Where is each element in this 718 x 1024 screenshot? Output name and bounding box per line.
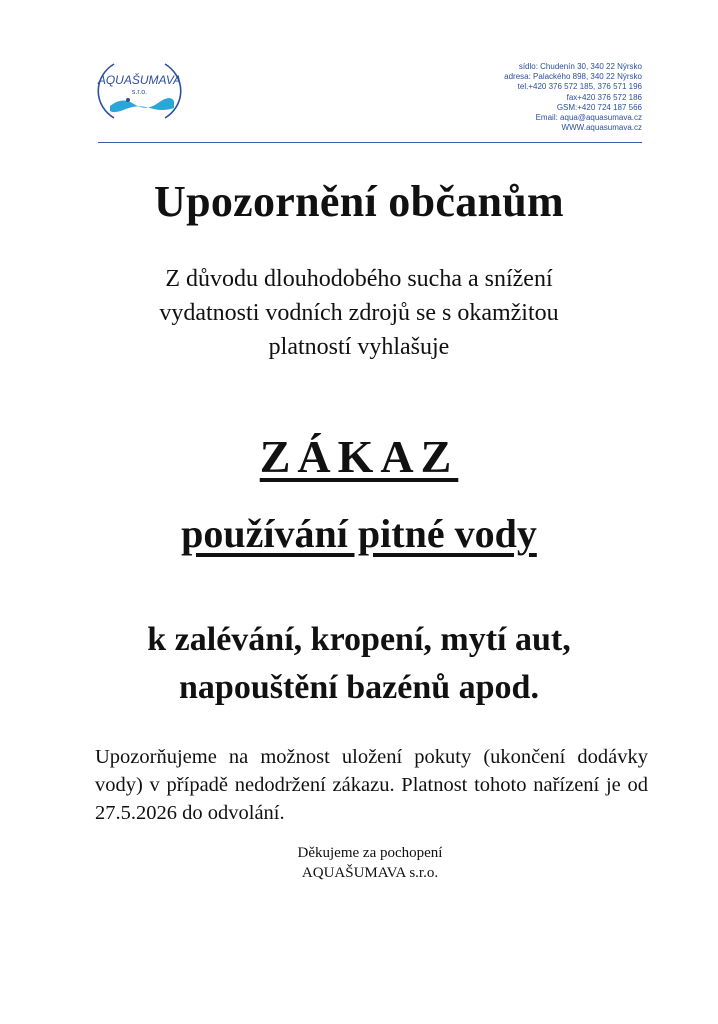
ban-details	[60, 616, 658, 712]
ban-subject: používání pitné vody	[181, 511, 537, 556]
closing	[0, 843, 718, 883]
header-divider	[98, 142, 642, 143]
contact-seat: sídlo: Chudenín 30, 340 22 Nýrsko	[518, 62, 642, 71]
intro-line: Z důvodu dlouhodobého sucha a snížení	[165, 266, 553, 292]
contact-phone: tel.+420 376 572 185, 376 571 196	[517, 82, 642, 92]
thanks-text: Děkujeme za pochopení	[297, 845, 443, 861]
signature: AQUAŠUMAVA s.r.o.	[301, 865, 439, 881]
company-logo	[92, 56, 187, 126]
contact-web: WWW.aquasumava.cz	[561, 123, 642, 133]
contact-block	[422, 62, 642, 133]
droplet-icon	[126, 98, 130, 102]
notice-intro	[80, 262, 638, 364]
wave-icon	[110, 98, 174, 112]
contact-address: adresa: Palackého 898, 340 22 Nýrsko	[504, 72, 642, 82]
intro-line: vydatnosti vodních zdrojů se s okamžitou	[159, 300, 559, 326]
contact-fax: fax+420 376 572 186	[566, 92, 642, 102]
notice-title: Upozornění občanům	[154, 177, 564, 226]
ban-heading: ZÁKAZ	[259, 431, 459, 482]
intro-line: platností vyhlašuje	[268, 334, 450, 360]
logo-wordmark: AQUAŠUMAVA	[97, 73, 182, 87]
ban-detail-line: napouštění bazénů apod.	[179, 669, 539, 706]
contact-gsm: GSM:+420 724 187 566	[556, 102, 642, 112]
contact-email: Email: aqua@aquasumava.cz	[535, 113, 642, 123]
logo-subtext: s.r.o.	[131, 89, 148, 96]
ban-detail-line: k zalévání, kropení, mytí aut,	[147, 621, 571, 658]
logo-graphic	[92, 56, 187, 126]
fine-warning: Upozorňujeme na možnost uložení pokuty (ukončení dodávky vody) v případě nedodržení zákazu. Platnost tohoto nařízení je od 27.5.2026 do odvolání.	[95, 746, 648, 824]
